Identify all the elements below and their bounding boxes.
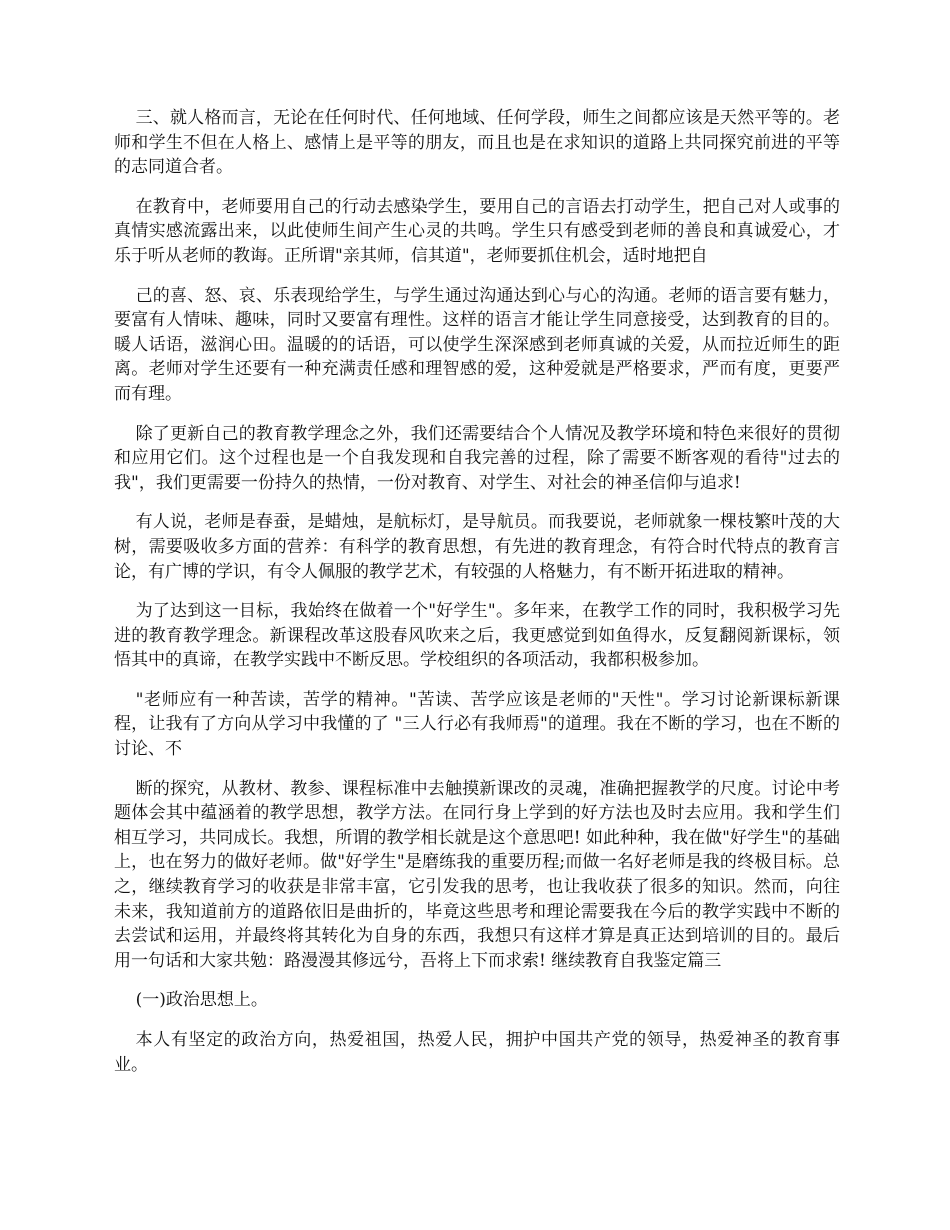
- section-heading-political-thought: (一)政治思想上。: [135, 990, 268, 1011]
- paragraph-update-concepts: 除了更新自己的教育教学理念之外，我们还需要结合个人情况及教学环境和特色来很好的贯彻和应用它们。这个过程也是一个自我发现和自我完善的过程，除了需要不断客观的看待"过去的我"，我们更需要一份持久的热情，一份对教育、对学生、对社会的神圣信仰与追求!: [114, 423, 840, 493]
- document-body: [114, 106, 840, 1092]
- paragraph-good-student: 为了达到这一目标，我始终在做着一个"好学生"。多年来，在教学工作的同时，我积极学习先进的教育教学理念。新课程改革这股春风吹来之后，我更感觉到如鱼得水，反复翻阅新课标，领悟其中的真谛，在教学实践中不断反思。学校组织的各项活动，我都积极参加。: [114, 601, 840, 671]
- paragraph-teacher-language: 己的喜、怒、哀、乐表现给学生，与学生通过沟通达到心与心的沟通。老师的语言要有魅力，要富有人情味、趣味，同时又要富有理性。这样的语言才能让学生同意接受，达到教育的目的。暖人话语，滋润心田。温暖的的话语，可以使学生深深感到老师真诚的关爱，从而拉近师生的距离。老师对学生还要有一种充满责任感和理智感的爱，这种爱就是严格要求，严而有度，更要严而有理。: [114, 285, 840, 404]
- paragraph-study-spirit: "老师应有一种苦读，苦学的精神。"苦读、苦学应该是老师的"天性"。学习讨论新课标新课程，让我有了方向从学习中我懂的了 "三人行必有我师焉"的道理。我在不断的学习，也在不断的讨论、不: [114, 689, 840, 760]
- paragraph-teacher-influence: 在教育中，老师要用自己的行动去感染学生，要用自己的言语去打动学生，把自己对人或事的真情实感流露出来，以此使师生间产生心灵的共鸣。学生只有感受到老师的善良和真诚爱心，才乐于听从老师的教诲。正所谓"亲其师，信其道"，老师要抓住机会，适时地把自: [114, 196, 840, 266]
- paragraph-teacher-metaphor: 有人说，老师是春蚕，是蜡烛，是航标灯，是导航员。而我要说，老师就象一棵枝繁叶茂的大树，需要吸收多方面的营养：有科学的教育思想，有先进的教育理念，有符合时代特点的教育言论，有广博的学识，有令人佩服的教学艺术，有较强的人格魅力，有不断开拓进取的精神。: [114, 512, 840, 582]
- paragraph-personality-equality: 三、就人格而言，无论在任何时代、任何地域、任何学段，师生之间都应该是天然平等的。老师和学生不但在人格上、感情上是平等的朋友，而且也是在求知识的道路上共同探究前进的平等的志同道合者。: [114, 108, 840, 178]
- paragraph-exploration-summary: 断的探究，从教材、教参、课程标准中去触摸新课改的灵魂，准确把握教学的尺度。讨论中考题体会其中蕴涵着的教学思想，教学方法。在同行身上学到的好方法也及时去应用。我和学生们相互学习，共同成长。我想，所谓的教学相长就是这个意思吧! 如此种种，我在做"好学生"的基础上，也在努力的做好老师。做"好学生"是磨练我的重要历程;而做一名好老师是我的终极目标。总之，继续教育学习的收获是非常丰富，它引发我的思考，也让我收获了很多的知识。然而，向往未来，我知道前方的道路依旧是曲折的，毕竟这些思考和理论需要我在今后的教学实践中不断的去尝试和运用，并最终将其转化为自身的东西，我想只有这样才算是真正达到培训的目的。最后用一句话和大家共勉：路漫漫其修远兮，吾将上下而求索! 继续教育自我鉴定篇三: [114, 778, 840, 971]
- paragraph-political-stance: 本人有坚定的政治方向，热爱祖国，热爱人民，拥护中国共产党的领导，热爱神圣的教育事业。: [114, 1030, 840, 1075]
